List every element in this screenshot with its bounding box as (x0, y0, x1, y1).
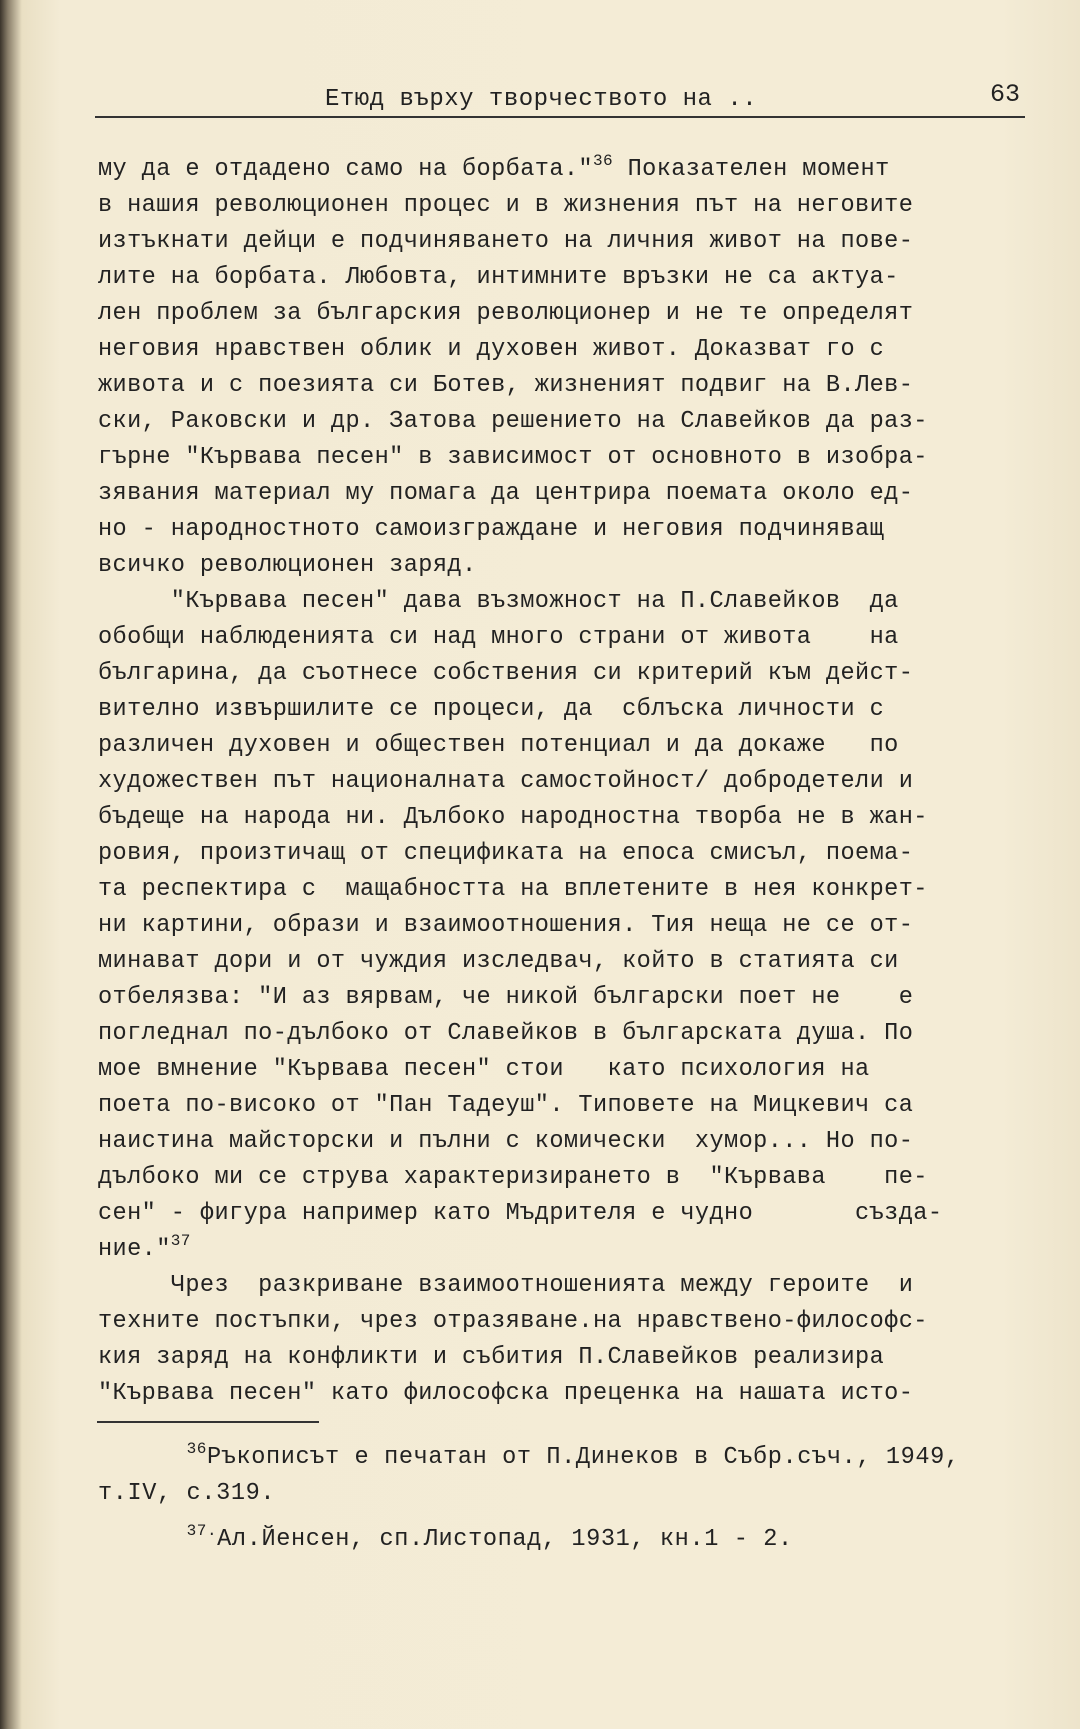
body-text (98, 152, 1053, 1412)
footnote-separator (97, 1421, 319, 1423)
text-line: живота и с поезията си Ботев, жизненият подвиг на В.Лев- (98, 372, 914, 399)
text-line: но - народностното самоизграждане и неговия подчиняващ (98, 516, 885, 543)
text-line: различен духовен и обществен потенциал и да докаже по (98, 732, 899, 759)
text-line: "Кървава песен" дава възможност на П.Славейков да (98, 588, 899, 615)
running-header-title: Етюд върху творчеството на .. (325, 86, 758, 113)
footnote-36: $^{36}$Ръкописът е печатан от П.Динеков в Събр.съч., 1949, (186, 1440, 960, 1471)
text-line: та респектира с мащабността на вплетените в нея конкрет- (98, 876, 928, 903)
text-line: изтъкнати дейци е подчиняването на личния живот на пове- (98, 228, 914, 255)
footnotes (98, 1440, 1053, 1558)
text-line: сен" - фигура например като Мъдрителя е чудно създа- (98, 1200, 943, 1227)
text-line: българина, да съотнесе собствения си критерий към дейст- (98, 660, 914, 687)
footnote-36-continuation: т.IV, с.319. (98, 1480, 276, 1507)
text-line: ровия, произтичащ от спецификата на епоса смисъл, поема- (98, 840, 914, 867)
text-line: ние."$^{37}$ (98, 1232, 191, 1263)
text-line: бъдеще на народа ни. Дълбоко народностна творба не в жан- (98, 804, 928, 831)
text-line: дълбоко ми се струва характеризирането в "Кървава пе- (98, 1164, 928, 1191)
text-line: минават дори и от чуждия изследвач, който в статията си (98, 948, 899, 975)
text-line: вително извършилите се процеси, да сблъска личности с (98, 696, 885, 723)
text-line: всичко революционен заряд. (98, 552, 477, 579)
text-line: художествен път националната самостойност/ добродетели и (98, 768, 914, 795)
text-line: зявания материал му помага да центрира поемата около ед- (98, 480, 914, 507)
text-line: гърне "Кървава песен" в зависимост от основното в изобра- (98, 444, 928, 471)
page-number: 63 (989, 80, 1020, 109)
text-line: Чрез разкриване взаимоотношенията между героите и (98, 1272, 914, 1299)
text-line: "Кървава песен" като философска преценка на нашата исто- (98, 1380, 914, 1407)
text-line: лите на борбата. Любовта, интимните връзки не са актуа- (98, 264, 899, 291)
footnote-ref-36: 36 (593, 152, 614, 170)
text-line: кия заряд на конфликти и събития П.Славейков реализира (98, 1344, 885, 1371)
text-line: му да е отдадено само на борбата."$^{36}$ Показателен момент (98, 152, 890, 183)
text-line: ски, Раковски и др. Затова решението на Славейков да раз- (98, 408, 928, 435)
text-line: наистина майсторски и пълни с комически хумор... Но по- (98, 1128, 914, 1155)
text-line: обобщи наблюденията си над много страни от живота на (98, 624, 899, 651)
text-line: погледнал по-дълбоко от Славейков в българската душа. По (98, 1020, 914, 1047)
text-line: техните постъпки, чрез отразяване.на нравствено-философс- (98, 1308, 928, 1335)
text-line: лен проблем за българския революционер и не те определят (98, 300, 914, 327)
text-line: в нашия революционен процес и в жизнения път на неговите (98, 192, 914, 219)
header-rule (95, 116, 1025, 118)
text-line: отбелязва: "И аз вярвам, че никой български поет не е (98, 984, 914, 1011)
footnote-marker-36: 36 (186, 1440, 207, 1458)
text-line: мое вмнение "Кървава песен" стои като психология на (98, 1056, 870, 1083)
footnote-ref-37: 37 (170, 1232, 191, 1250)
text-line: поета по-високо от "Пан Тадеуш". Типовете на Мицкевич са (98, 1092, 914, 1119)
text-line: неговия нравствен облик и духовен живот. Доказват го с (98, 336, 885, 363)
footnote-marker-37: 37. (186, 1522, 218, 1540)
text-line: ни картини, образи и взаимоотношения. Тия неща не се от- (98, 912, 914, 939)
running-header (95, 78, 1025, 118)
footnote-37: $^{37.}$Ал.Йенсен, сп.Листопад, 1931, кн.1 - 2. (186, 1522, 793, 1553)
